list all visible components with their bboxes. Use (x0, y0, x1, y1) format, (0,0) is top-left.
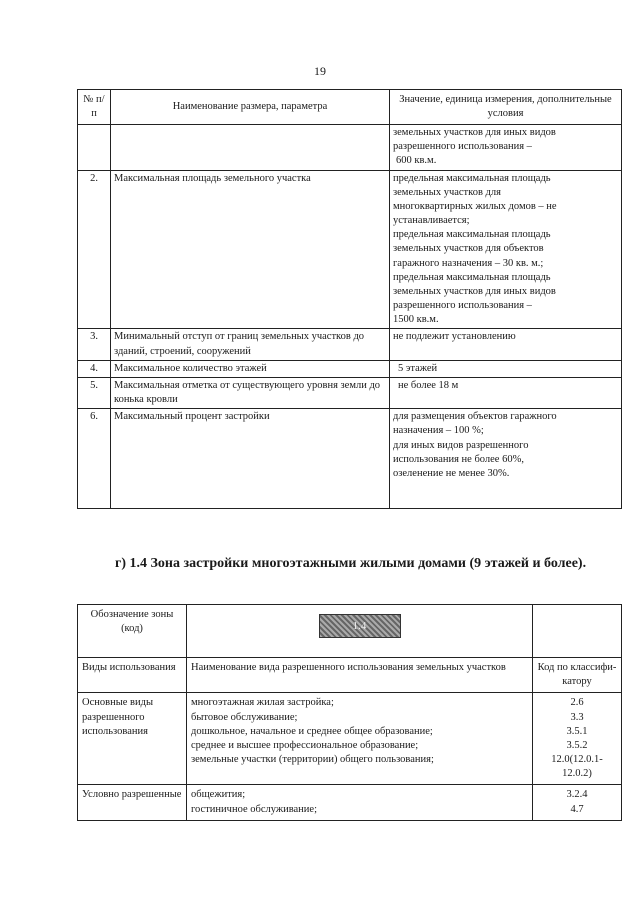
list-item: общежития; (191, 789, 246, 801)
value-line: 1500 кв.м. (393, 314, 439, 326)
code-value: 3.5.1 (566, 725, 588, 737)
table-row (78, 377, 622, 408)
row-param: Максимальный процент застройки (111, 409, 390, 509)
header-param: Наименование размера, параметра (111, 90, 390, 125)
header-code: Код по классифи-катору (533, 658, 622, 693)
value-line: разрешенного использования – (393, 300, 532, 312)
code-value: 12.0(12.0.1- (551, 754, 603, 766)
table-header-row (78, 658, 622, 693)
table-row (78, 409, 622, 509)
table-row-main (78, 693, 622, 785)
row-value (390, 360, 622, 377)
list-item: многоэтажная жилая застройка; (191, 697, 334, 709)
header-name: Наименование вида разрешенного использования земельных участков (187, 658, 533, 693)
main-label: Основные виды разрешенного использования (78, 693, 187, 785)
list-item: дошкольное, начальное и среднее общее образование; (191, 725, 433, 737)
row-param: Максимальная отметка от существующего уровня земли до конька кровли (111, 377, 390, 408)
value-line: предельная максимальная площадь (393, 271, 551, 283)
value-line: устанавливается; (393, 215, 470, 227)
row-param: Минимальный отступ от границ земельных участков до зданий, строений, сооружений (111, 329, 390, 360)
row-value (390, 170, 622, 329)
row-num: 5. (78, 377, 111, 408)
value-line: предельная максимальная площадь (393, 172, 551, 184)
row-value (390, 329, 622, 360)
row-param: Максимальное количество этажей (111, 360, 390, 377)
code-value: 3.3 (570, 711, 584, 723)
value-line: для размещения объектов гаражного (393, 411, 557, 423)
value-line: разрешенного использования – (393, 141, 532, 153)
table-row (78, 329, 622, 360)
header-types: Виды использования (78, 658, 187, 693)
parameters-table (77, 89, 622, 509)
value-line: не более 18 м (398, 379, 459, 391)
value-line: земельных участков для иных видов (393, 285, 556, 297)
value-line: для иных видов разрешенного (393, 439, 529, 451)
section-heading: г) 1.4 Зона застройки многоэтажными жилыми домами (9 этажей и более). (115, 556, 587, 571)
value-line: земельных участков для иных видов (393, 127, 556, 138)
zone-label: Обозначение зоны (код) (78, 605, 187, 658)
value-line: назначения – 100 %; (393, 425, 484, 437)
row-num: 2. (78, 170, 111, 329)
row-num: 3. (78, 329, 111, 360)
value-line: земельных участков для (393, 186, 501, 198)
value-line: не подлежит установлению (393, 331, 516, 343)
row-value (390, 377, 622, 408)
header-num: № п/п (78, 90, 111, 125)
zone-code-badge: 1.4 (319, 614, 401, 638)
value-line: использования не более 60%, (393, 453, 524, 465)
value-line: озеленение не менее 30%. (393, 467, 510, 479)
zone-row (78, 605, 622, 658)
continuation-value (390, 125, 622, 171)
row-num: 6. (78, 409, 111, 509)
code-value: 3.2.4 (566, 789, 588, 801)
table-row-conditional (78, 785, 622, 820)
main-items (187, 693, 533, 785)
list-item: земельные участки (территории) общего пользования; (191, 754, 434, 766)
cond-codes (533, 785, 622, 820)
row-num: 4. (78, 360, 111, 377)
table-row (78, 360, 622, 377)
page-number: 19 (314, 64, 326, 78)
main-codes (533, 693, 622, 785)
value-line: гаражного назначения – 30 кв. м.; (393, 257, 544, 269)
value-line: многоквартирных жилых домов – не (393, 200, 557, 212)
list-item: среднее и высшее профессиональное образование; (191, 739, 419, 751)
code-value: 3.5.2 (566, 739, 588, 751)
zone-code-cell (187, 605, 533, 658)
value-line: земельных участков для объектов (393, 243, 544, 255)
code-value: 2.6 (570, 697, 584, 709)
list-item: гостиничное обслуживание; (191, 803, 317, 815)
list-item: бытовое обслуживание; (191, 711, 298, 723)
value-line: предельная максимальная площадь (393, 229, 551, 241)
table-header-row (78, 90, 622, 125)
row-param: Максимальная площадь земельного участка (111, 170, 390, 329)
row-value (390, 409, 622, 509)
code-value: 4.7 (570, 803, 584, 815)
header-value: Значение, единица измерения, дополнительные условия (390, 90, 622, 125)
cond-items (187, 785, 533, 820)
value-line: 600 кв.м. (396, 155, 437, 167)
code-value: 12.0.2) (562, 768, 592, 780)
value-line: 5 этажей (398, 362, 438, 374)
table-row (78, 170, 622, 329)
table-row-continuation (78, 125, 622, 171)
cond-label: Условно разрешенные (78, 785, 187, 820)
zone-table (77, 604, 622, 821)
